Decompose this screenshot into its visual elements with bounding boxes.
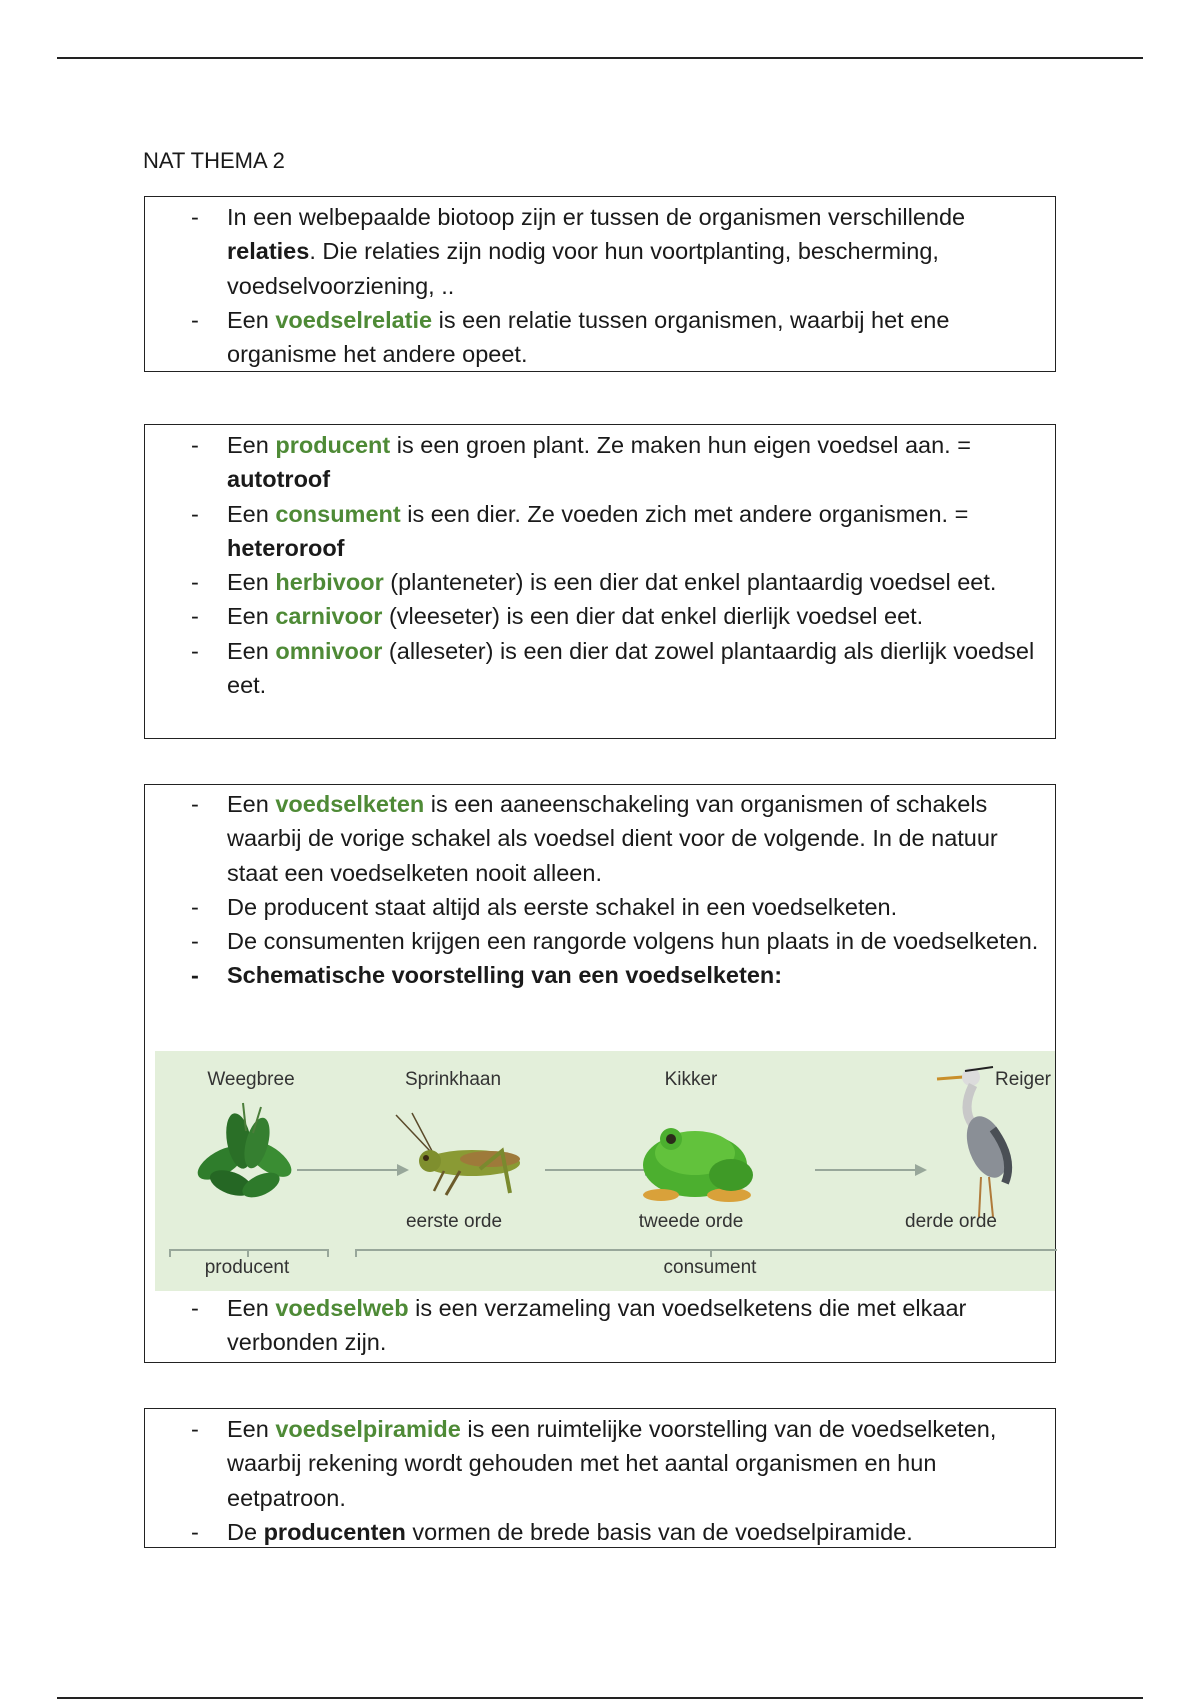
relations-box [144, 196, 1056, 372]
term-voedselrelatie: voedselrelatie [275, 306, 433, 333]
food-pyramid-box [144, 1408, 1056, 1548]
item-text: In een welbepaalde biotoop zijn er tussen de organismen verschillende [227, 204, 966, 230]
item-text: is een dier. Ze voeden zich met andere organismen. = [400, 500, 969, 527]
consumer-label: consument [663, 1257, 757, 1278]
item-text: Een [227, 791, 276, 817]
order-label-derde: derde orde [905, 1211, 997, 1232]
item-text: (vleeseter) is een dier dat enkel dierlijk voedsel eet. [382, 603, 924, 630]
item-text: . Die relaties zijn nodig voor hun voortplanting, bescherming, voedselvoorziening, .. [227, 238, 939, 299]
item-text: (alleseter) is een dier dat zowel plantaardig als dierlijk voedsel eet. [227, 637, 1035, 699]
organism-types-box [144, 424, 1056, 739]
term-producent: producent [275, 432, 391, 458]
list-item [145, 924, 1055, 958]
item-text: vormen de brede basis van de voedselpiramide. [405, 1518, 913, 1545]
item-text: De consumenten krijgen een rangorde volgens hun plaats in de voedselketen. [227, 928, 1039, 955]
producer-label: producent [204, 1257, 290, 1278]
item-text: Een [227, 1295, 276, 1321]
bullet-dash: - [191, 204, 199, 230]
term-consument: consument [275, 500, 401, 527]
bullet-dash: - [191, 928, 199, 955]
list-item [145, 1515, 1055, 1549]
bullet-dash: - [191, 791, 199, 817]
term-voedselpiramide: voedselpiramide [275, 1416, 461, 1442]
heron-icon [935, 1059, 1025, 1219]
food-web-list [145, 1291, 1055, 1360]
item-text: is een ruimtelijke voorstelling van de voedselketen, waarbij rekening wordt gehouden met het aantal organismen en hun eetpatroon. [227, 1416, 997, 1511]
list-item [145, 599, 1055, 633]
term-herbivoor: herbivoor [275, 569, 384, 596]
list-item [145, 1412, 1055, 1515]
bullet-dash: - [191, 500, 199, 527]
item-text: is een aaneenschakeling van organismen of schakels waarbij de vorige schakel als voedsel dient voor de volgende. In de natuur staat een voedselketen nooit alleen. [227, 791, 998, 886]
grasshopper-icon [390, 1111, 540, 1201]
list-item [145, 1291, 1055, 1360]
consumer-bracket [355, 1249, 1057, 1257]
food-chain-list [145, 787, 1055, 993]
bullet-dash: - [191, 306, 199, 333]
list-item [145, 890, 1055, 924]
term-heteroroof: heteroroof [227, 534, 345, 561]
term-voedselketen: voedselketen [275, 791, 425, 817]
organism-label-reiger: Reiger [995, 1069, 1051, 1090]
item-text: Schematische voorstelling van een voedselketen: [227, 962, 783, 989]
list-item [145, 428, 1055, 497]
bullet-dash: - [191, 432, 199, 458]
order-label-tweede: tweede orde [638, 1211, 744, 1232]
organism-label-weegbree: Weegbree [207, 1069, 295, 1090]
list-item [145, 634, 1055, 703]
bullet-dash: - [191, 962, 199, 989]
page-title: NAT THEMA 2 [143, 148, 285, 173]
footer-rule [57, 1697, 1143, 1699]
item-text: De [227, 1518, 264, 1545]
plantain-plant-icon [191, 1101, 301, 1211]
list-item [145, 200, 1055, 303]
item-text: De producent staat altijd als eerste schakel in een voedselketen. [227, 893, 898, 920]
item-text: Een [227, 603, 276, 630]
organism-label-kikker: Kikker [664, 1069, 718, 1090]
food-pyramid-list [145, 1412, 1055, 1549]
term-producenten: producenten [263, 1518, 406, 1545]
bullet-dash: - [191, 1416, 199, 1442]
item-text: is een relatie tussen organismen, waarbij het ene organisme het andere opeet. [227, 306, 950, 368]
bullet-dash: - [191, 1518, 199, 1545]
food-chain-box [144, 784, 1056, 1363]
bullet-dash: - [191, 1295, 199, 1321]
producer-bracket [169, 1249, 329, 1257]
bullet-dash: - [191, 603, 199, 630]
term-autotroof: autotroof [227, 466, 331, 493]
bracket-tick [710, 1249, 712, 1257]
header-rule [57, 57, 1143, 59]
order-label-eerste: eerste orde [405, 1211, 503, 1232]
item-text: is een verzameling van voedselketens die met elkaar verbonden zijn. [227, 1295, 967, 1356]
relations-list [145, 200, 1055, 371]
term-carnivoor: carnivoor [275, 603, 383, 630]
item-text: Een [227, 500, 276, 527]
item-text: (planteneter) is een dier dat enkel plantaardig voedsel eet. [383, 569, 997, 596]
list-item [145, 497, 1055, 566]
organism-label-sprinkhaan: Sprinkhaan [404, 1069, 502, 1090]
list-item [145, 787, 1055, 890]
item-text: Een [227, 306, 276, 333]
list-item [145, 565, 1055, 599]
item-text: Een [227, 569, 276, 596]
bullet-dash: - [191, 637, 199, 664]
frog-icon [631, 1109, 761, 1209]
item-text: Een [227, 432, 276, 458]
chain-arrow [815, 1169, 925, 1171]
bracket-tick [247, 1249, 249, 1257]
term-relaties: relaties [227, 238, 310, 265]
bullet-dash: - [191, 569, 199, 596]
organism-types-list [145, 428, 1055, 702]
list-item [145, 958, 1055, 992]
item-text: is een groen plant. Ze maken hun eigen voedsel aan. = [390, 432, 971, 458]
bullet-dash: - [191, 893, 199, 920]
item-text: Een [227, 1416, 276, 1442]
item-text: Een [227, 637, 276, 664]
term-voedselweb: voedselweb [275, 1295, 409, 1321]
food-chain-diagram [155, 1051, 1055, 1291]
list-item [145, 303, 1055, 372]
term-omnivoor: omnivoor [275, 637, 383, 664]
